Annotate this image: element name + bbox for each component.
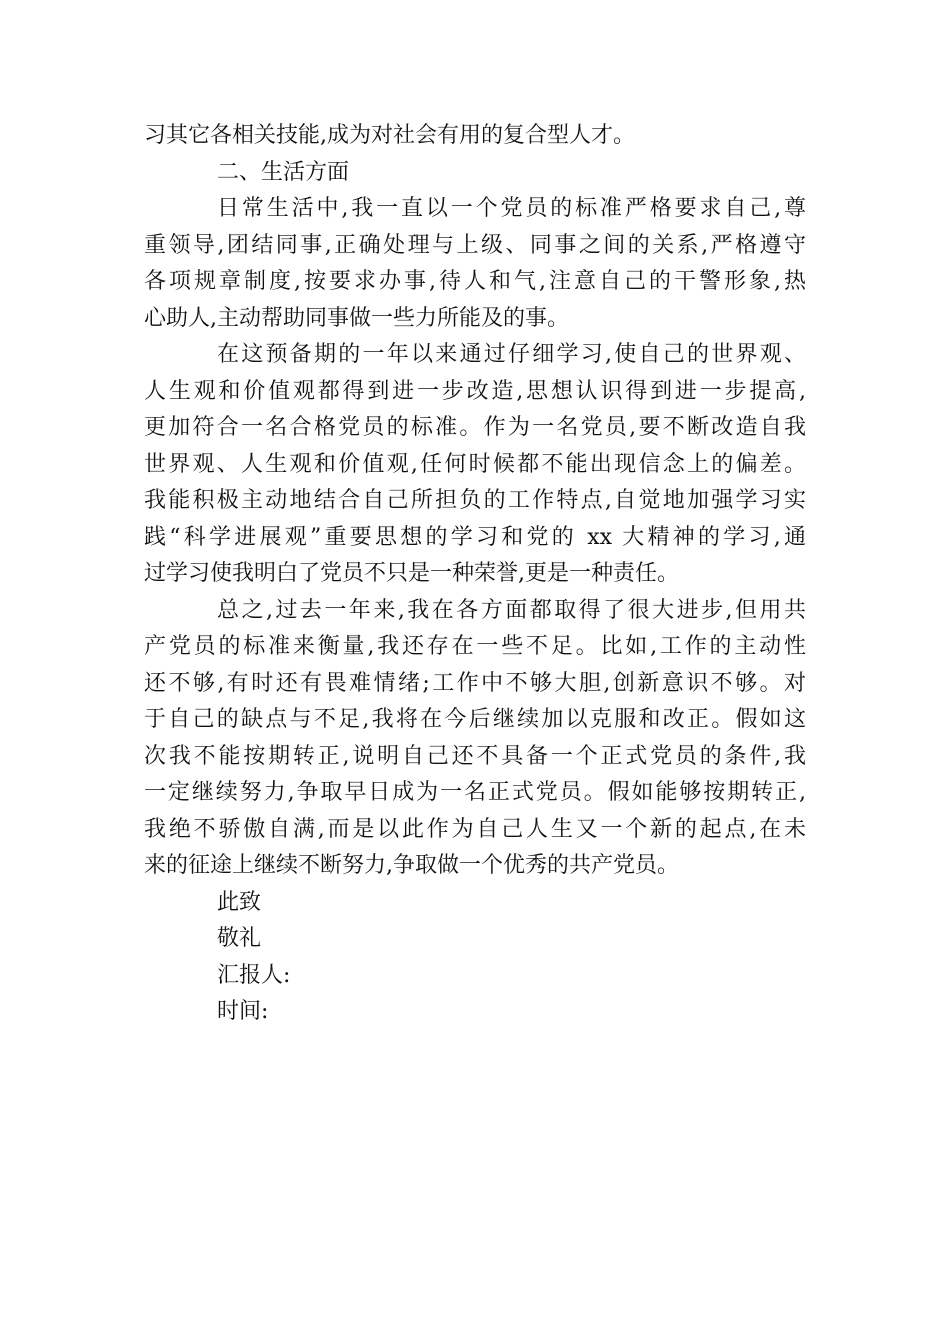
closing-regards: 敬礼 — [217, 926, 262, 951]
document-body — [144, 118, 806, 1031]
closing-salutation: 此致 — [217, 889, 262, 915]
text-line: 习其它各相关技能,成为对社会有用的复合型人才。 — [144, 123, 635, 148]
paragraph-line: 人生观和价值观都得到进一步改造,思想认识得到进一步提高, — [144, 378, 806, 404]
paragraph-line: 产党员的标准来衡量,我还存在一些不足。比如,工作的主动性 — [144, 634, 806, 659]
paragraph-line: 次我不能按期转正,说明自己还不具备一个正式党员的条件,我 — [144, 743, 806, 769]
paragraph-line: 我绝不骄傲自满,而是以此作为自己人生又一个新的起点,在未 — [144, 816, 806, 842]
paragraph-line: 过学习使我明白了党员不只是一种荣誉,更是一种责任。 — [144, 561, 679, 586]
paragraph-line: 来的征途上继续不断努力,争取做一个优秀的共产党员。 — [144, 853, 679, 878]
reporter-label: 汇报人: — [217, 962, 291, 988]
paragraph-line: 世界观、人生观和价值观,任何时候都不能出现信念上的偏差。 — [144, 451, 806, 477]
paragraph-line: 在这预备期的一年以来通过仔细学习,使自己的世界观、 — [217, 342, 806, 367]
paragraph-line: 重领导,团结同事,正确处理与上级、同事之间的关系,严格遵守 — [144, 232, 806, 258]
paragraph-line: 心助人,主动帮助同事做一些力所能及的事。 — [144, 305, 569, 331]
paragraph-line: 践“科学进展观”重要思想的学习和党的 xx 大精神的学习,通 — [144, 524, 806, 550]
paragraph-line: 我能积极主动地结合自己所担负的工作特点,自觉地加强学习实 — [144, 488, 806, 513]
paragraph-line: 总之,过去一年来,我在各方面都取得了很大进步,但用共 — [217, 597, 806, 623]
paragraph-line: 日常生活中,我一直以一个党员的标准严格要求自己,尊 — [217, 196, 806, 221]
paragraph-line: 更加符合一名合格党员的标准。作为一名党员,要不断改造自我 — [144, 415, 806, 440]
paragraph-line: 还不够,有时还有畏难情绪;工作中不够大胆,创新意识不够。对 — [144, 670, 806, 696]
paragraph-line: 于自己的缺点与不足,我将在今后继续加以克服和改正。假如这 — [144, 707, 806, 732]
section-heading: 二、生活方面 — [217, 159, 350, 185]
paragraph-line: 一定继续努力,争取早日成为一名正式党员。假如能够按期转正, — [144, 780, 806, 805]
date-label: 时间: — [217, 999, 269, 1024]
paragraph-line: 各项规章制度,按要求办事,待人和气,注意自己的干警形象,热 — [144, 269, 806, 294]
